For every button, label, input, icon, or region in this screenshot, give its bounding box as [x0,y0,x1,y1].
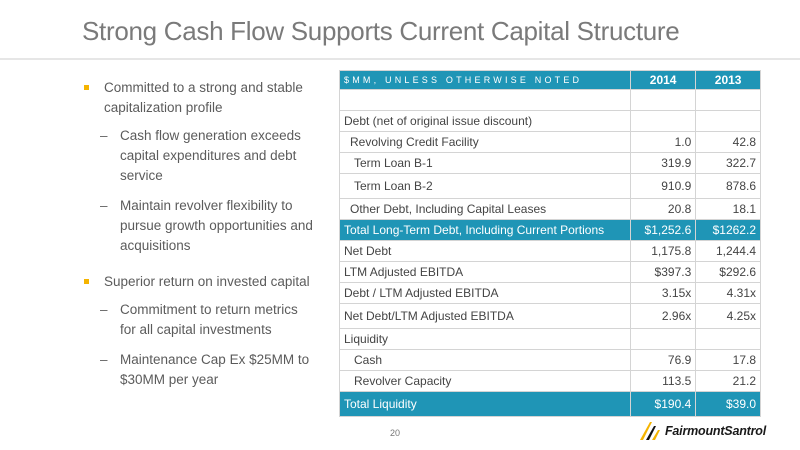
page-number: 20 [390,428,401,438]
table-row: Net Debt 1,175.8 1,244.4 [340,241,761,262]
table-header-row [340,71,761,90]
sub-bullet-text: Maintain revolver flexibility to pursue growth opportunities and acquisitions [120,198,313,253]
sub-bullet-1-2 [82,196,317,256]
dash-icon: – [100,352,108,367]
sub-bullet-text: Cash flow generation exceeds capital expenditures and debt service [120,128,301,183]
sub-bullet-2-2 [82,350,317,390]
table-row: Cash 76.9 17.8 [340,350,761,371]
bullet-square-icon [84,85,89,90]
dash-icon: – [100,302,108,317]
sub-bullet-text: Maintenance Cap Ex $25MM to $30MM per year [120,352,310,387]
slide-title: Strong Cash Flow Supports Current Capital Structure [82,16,680,46]
table-row-total-liquidity: Total Liquidity $190.4 $39.0 [340,392,761,417]
table-row-total-debt: Total Long-Term Debt, Including Current Portions $1,252.6 $1262.2 [340,220,761,241]
dash-icon: – [100,128,108,143]
header-label: $MM, UNLESS OTHERWISE NOTED [340,71,631,90]
logo-text: FairmountSantrol [665,424,766,438]
table-row: Liquidity [340,329,761,350]
bullet-1 [82,78,317,118]
sub-bullet-1-1 [82,126,317,186]
bullet-1-text: Committed to a strong and stable capitalization profile [104,80,303,115]
table-row: Revolving Credit Facility 1.0 42.8 [340,132,761,153]
table-row: LTM Adjusted EBITDA $397.3 $292.6 [340,262,761,283]
title-divider [0,58,800,60]
sub-bullet-text: Commitment to return metrics for all capital investments [120,302,298,337]
table-row: Term Loan B-1 319.9 322.7 [340,153,761,174]
table-row: Revolver Capacity 113.5 21.2 [340,371,761,392]
table-row: Other Debt, Including Capital Leases 20.8 18.1 [340,199,761,220]
header-2014: 2014 [631,71,696,90]
table-row: Debt / LTM Adjusted EBITDA 3.15x 4.31x [340,283,761,304]
bullet-2 [82,272,317,292]
logo-mark-icon [638,420,662,442]
bullet-list [82,78,317,400]
table-row: Debt (net of original issue discount) [340,111,761,132]
sub-bullet-2-1 [82,300,317,340]
dash-icon: – [100,198,108,213]
company-logo [638,420,766,442]
table-row [340,90,761,111]
financial-table [339,70,761,417]
table-row: Net Debt/LTM Adjusted EBITDA 2.96x 4.25x [340,304,761,329]
table-row: Term Loan B-2 910.9 878.6 [340,174,761,199]
bullet-square-icon [84,279,89,284]
header-2013: 2013 [696,71,761,90]
bullet-2-text: Superior return on invested capital [104,274,310,289]
